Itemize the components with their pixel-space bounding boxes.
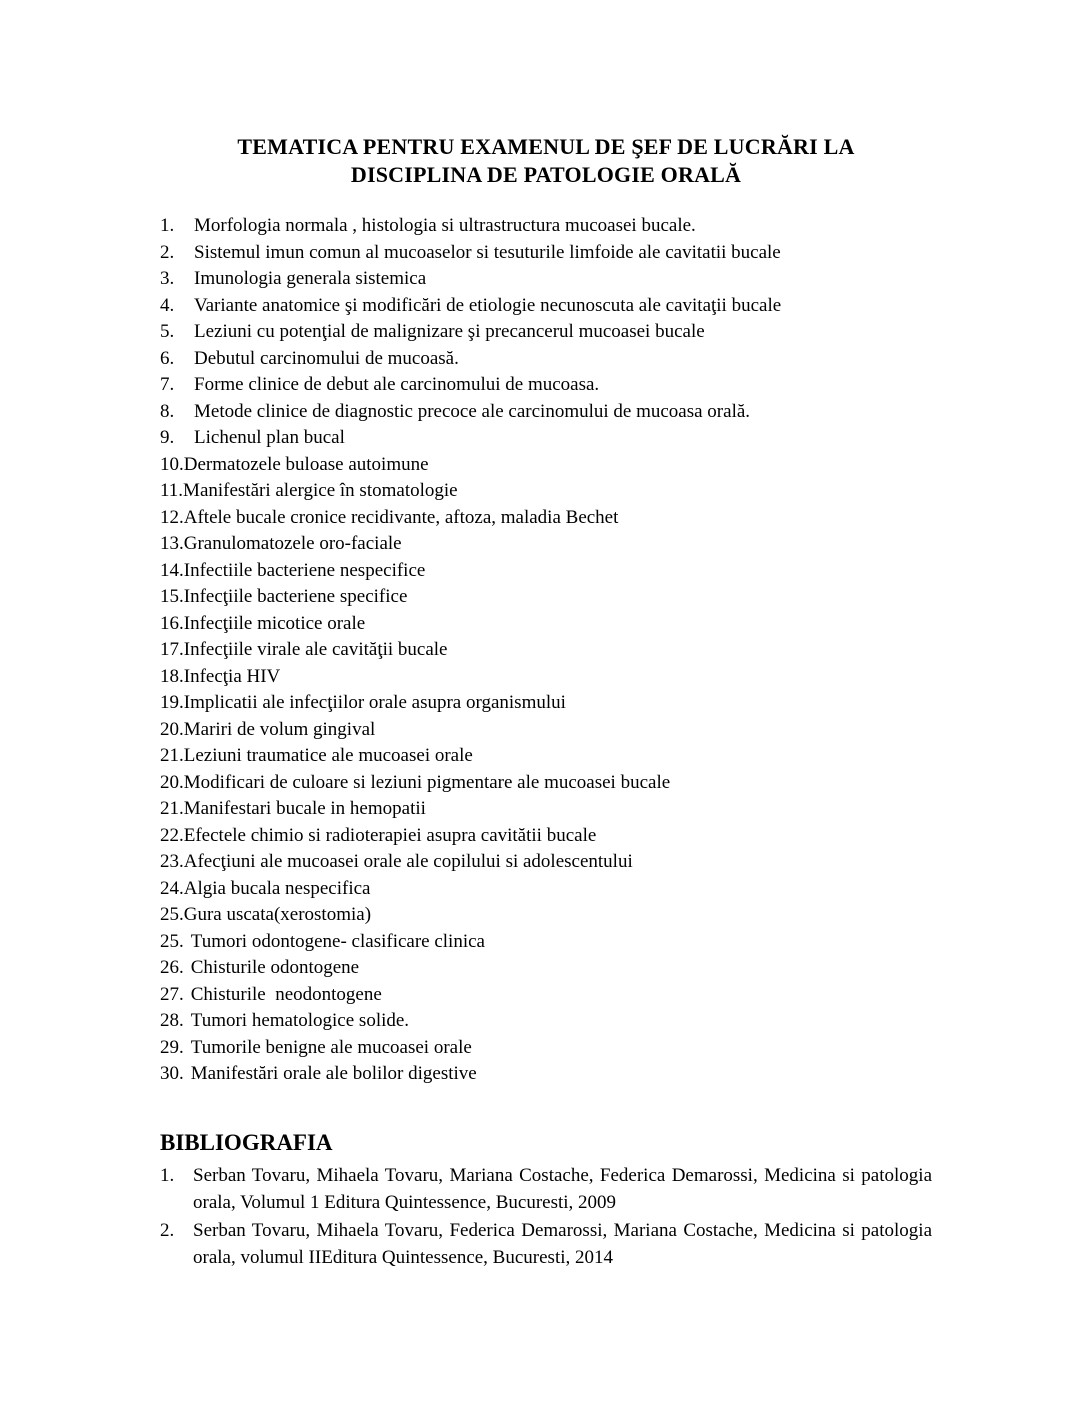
document-title-line2: DISCIPLINA DE PATOLOGIE ORALĂ <box>350 162 742 187</box>
list-item-text: Manifestări alergice în stomatologie <box>183 480 458 501</box>
list-item <box>160 796 932 823</box>
list-item <box>160 1061 932 1088</box>
list-item <box>160 929 932 956</box>
list-item <box>160 293 932 320</box>
list-item-text: Modificari de culoare si leziuni pigmentare ale mucoasei bucale <box>183 771 671 793</box>
list-item <box>160 611 932 638</box>
list-item-number: 1. <box>160 215 175 236</box>
list-item <box>160 1035 932 1062</box>
list-item-number: 28. <box>160 1010 184 1031</box>
list-item-number: 19. <box>160 692 184 713</box>
list-item-text: Leziuni traumatice ale mucoasei orale <box>183 745 473 766</box>
list-item <box>160 902 932 929</box>
list-item-number: 18. <box>160 665 184 687</box>
list-item-number: 13. <box>160 533 184 554</box>
bibliography-heading: BIBLIOGRAFIA <box>160 1129 333 1155</box>
list-item-text: Tumori odontogene- clasificare clinica <box>190 930 485 952</box>
list-item-text: Mariri de volum gingival <box>183 718 376 740</box>
list-item <box>160 584 932 611</box>
list-item-number: 26. <box>160 957 184 978</box>
list-item <box>160 955 932 982</box>
list-item <box>160 982 932 1009</box>
bibliography-item-text: Serban Tovaru, Mihaela Tovaru, Mariana Costache, Federica Demarossi, Medicina si patologia orala, Volumul 1 Editura Quintessence, Bucuresti, 2009 <box>193 1164 932 1213</box>
list-item-text: Infecţiile bacteriene specifice <box>183 586 408 607</box>
list-item-text: Morfologia normala , histologia si ultrastructura mucoasei bucale. <box>194 215 696 236</box>
list-item-number: 2. <box>160 241 175 263</box>
list-item-text: Debutul carcinomului de mucoasă. <box>194 347 459 369</box>
list-item-text: Manifestări orale ale bolilor digestive <box>190 1063 477 1084</box>
list-item-number: 25. <box>160 930 184 952</box>
list-item-number: 6. <box>160 347 175 369</box>
list-item-number: 15. <box>160 586 184 607</box>
list-item <box>160 425 932 452</box>
list-item-number: 11. <box>160 480 184 501</box>
list-item-text: Granulomatozele oro-faciale <box>183 533 402 554</box>
list-item-number: 29. <box>160 1036 184 1058</box>
list-item-number: 10. <box>160 453 184 475</box>
list-item <box>160 452 932 479</box>
list-item <box>160 213 932 240</box>
list-item-text: Dermatozele buloase autoimune <box>183 453 429 475</box>
list-item-number: 22. <box>160 824 184 846</box>
list-item-number: 12. <box>160 506 184 528</box>
list-item-text: Infecţiile virale ale cavităţii bucale <box>183 639 448 660</box>
list-item-text: Aftele bucale cronice recidivante, aftoza, maladia Bechet <box>183 506 619 528</box>
list-item-number: 16. <box>160 612 184 634</box>
list-item-number: 30. <box>160 1063 184 1084</box>
document-title-line1: TEMATICA PENTRU EXAMENUL DE ŞEF DE LUCRĂRI LA <box>237 134 855 159</box>
list-item-number: 23. <box>160 851 184 872</box>
list-item-number: 8. <box>160 400 175 422</box>
list-item-text: Tumori hematologice solide. <box>190 1010 410 1031</box>
list-item <box>160 823 932 850</box>
bibliography-item <box>160 1162 932 1217</box>
list-item-number: 14. <box>160 559 184 581</box>
list-item <box>160 637 932 664</box>
list-item-text: Infecţiile micotice orale <box>183 612 366 634</box>
list-item-text: Chisturile odontogene <box>190 957 360 978</box>
list-item-text: Forme clinice de debut ale carcinomului de mucoasa. <box>194 374 600 395</box>
list-item <box>160 346 932 373</box>
list-item <box>160 849 932 876</box>
list-item-number: 17. <box>160 639 184 660</box>
list-item-text: Imunologia generala sistemica <box>194 268 427 289</box>
list-item-text: Infecţia HIV <box>183 665 281 687</box>
list-item <box>160 399 932 426</box>
list-item-text: Implicatii ale infecţiilor orale asupra organismului <box>183 692 566 713</box>
list-item <box>160 240 932 267</box>
list-item <box>160 505 932 532</box>
topic-list <box>160 213 932 1088</box>
list-item-number: 20. <box>160 718 184 740</box>
list-item-text: Manifestari bucale in hemopatii <box>183 798 426 819</box>
list-item-number: 5. <box>160 321 175 342</box>
list-item-text: Sistemul imun comun al mucoaselor si tesuturile limfoide ale cavitatii bucale <box>194 241 781 263</box>
bibliography-item-text: Serban Tovaru, Mihaela Tovaru, Federica Demarossi, Mariana Costache, Medicina si patologia orala, volumul IIEditura Quintessence, Bucuresti, 2014 <box>193 1219 932 1268</box>
list-item <box>160 1008 932 1035</box>
list-item-number: 7. <box>160 374 175 395</box>
bibliography-item-number: 2. <box>160 1219 175 1241</box>
list-item-text: Variante anatomice şi modificări de etiologie necunoscuta ale cavitaţii bucale <box>194 294 782 316</box>
list-item <box>160 664 932 691</box>
list-item-number: 9. <box>160 427 175 448</box>
list-item <box>160 690 932 717</box>
list-item-text: Lichenul plan bucal <box>194 427 345 448</box>
list-item-text: Infectiile bacteriene nespecifice <box>183 559 426 581</box>
list-item <box>160 743 932 770</box>
list-item-number: 21. <box>160 798 184 819</box>
list-item <box>160 531 932 558</box>
list-item-number: 27. <box>160 983 184 1005</box>
list-item-text: Leziuni cu potenţial de malignizare şi precancerul mucoasei bucale <box>194 321 705 342</box>
list-item <box>160 266 932 293</box>
list-item <box>160 319 932 346</box>
bibliography-item <box>160 1217 932 1272</box>
list-item-text: Afecţiuni ale mucoasei orale ale copilului si adolescentului <box>183 851 633 872</box>
list-item-number: 25. <box>160 904 184 925</box>
list-item <box>160 558 932 585</box>
list-item-text: Tumorile benigne ale mucoasei orale <box>190 1036 472 1058</box>
list-item-number: 24. <box>160 877 184 899</box>
list-item-text: Chisturile neodontogene <box>190 983 382 1005</box>
document-title <box>160 133 932 189</box>
list-item <box>160 372 932 399</box>
list-item-text: Algia bucala nespecifica <box>183 877 371 899</box>
list-item-number: 4. <box>160 294 175 316</box>
list-item-text: Efectele chimio si radioterapiei asupra cavitătii bucale <box>183 824 597 846</box>
bibliography-list <box>160 1162 932 1272</box>
list-item-number: 20. <box>160 771 184 793</box>
list-item <box>160 717 932 744</box>
list-item-text: Metode clinice de diagnostic precoce ale carcinomului de mucoasa orală. <box>194 400 751 422</box>
list-item-number: 3. <box>160 268 175 289</box>
bibliography-item-number: 1. <box>160 1164 175 1186</box>
list-item <box>160 770 932 797</box>
list-item <box>160 876 932 903</box>
list-item-number: 21. <box>160 745 184 766</box>
list-item <box>160 478 932 505</box>
list-item-text: Gura uscata(xerostomia) <box>183 904 372 925</box>
